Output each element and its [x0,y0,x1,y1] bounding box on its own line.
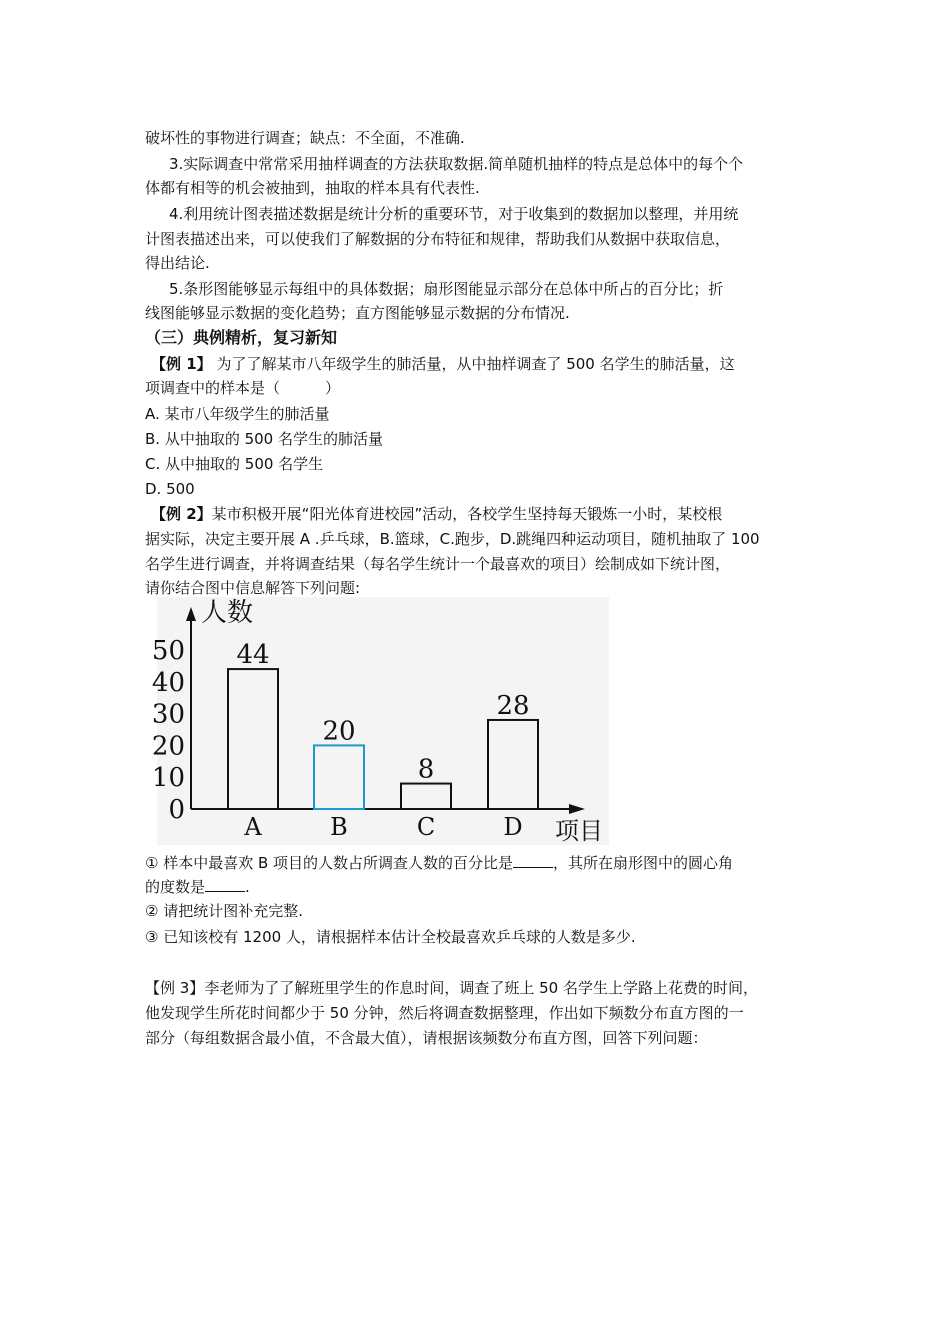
bar-value-label-b: 20 [322,716,356,747]
answer-blank-degrees[interactable] [205,877,245,892]
y-tick-label: 50 [151,636,185,666]
paragraph-line: 得出结论. [145,254,210,272]
x-axis-label: 项目 [555,817,603,845]
bar-value-label-c: 8 [417,754,435,785]
question1-text-b: ，其所在扇形图中的圆心角 [553,854,734,872]
answer-blank-percent[interactable] [513,853,553,868]
paragraph-line: 体都有相等的机会被抽到，抽取的样本具有代表性. [145,179,480,197]
example1-line2: 项调查中的样本是（ ） [145,379,341,397]
example2-line4: 请你结合图中信息解答下列问题: [145,579,361,597]
y-tick-label: 10 [151,763,185,794]
example3-text: 李老师为了了解班里学生的作息时间，调查了班上 50 名学生上学路上花费的时间， [204,979,758,997]
question1-text-a: ① 样本中最喜欢 B 项目的人数占所调查人数的百分比是 [145,854,514,872]
y-tick-label: 40 [151,667,185,698]
y-axis-arrow [186,607,196,621]
example2-question1-line1 [145,853,733,873]
example1-tag: 【例 1】 [151,355,212,373]
example3-line1 [145,978,758,998]
paragraph-line: 线图能够显示数据的变化趋势；直方图能够显示数据的分布情况. [145,304,570,322]
y-tick-label: 30 [151,699,185,730]
y-tick-label: 20 [151,731,185,762]
example2-question3: ③ 已知该校有 1200 人，请根据样本估计全校最喜欢乒乓球的人数是多少. [145,928,636,946]
example2-line2: 据实际，决定主要开展 A .乒乓球，B.篮球，C.跑步，D.跳绳四种运动项目，随机抽取了 100 [145,530,760,548]
x-tick-label: A [244,813,262,841]
example2-question1-line2 [145,877,250,897]
bar-d [488,720,538,809]
y-axis-label: 人数 [201,598,254,628]
bar-value-label-a: 44 [236,640,270,671]
example2-line1 [151,504,722,524]
paragraph-line: 5.条形图能够显示每组中的具体数据；扇形图能显示部分在总体中所占的百分比；折 [169,280,724,298]
question1-text-c: 的度数是 [145,878,206,896]
example3-line2: 他发现学生所花时间都少于 50 分钟，然后将调查数据整理，作出如下频数分布直方图的一 [145,1004,744,1022]
x-tick-label: D [503,813,523,841]
example2-question2: ② 请把统计图补充完整. [145,902,303,920]
bar-b [314,745,364,809]
example3-line3: 部分（每组数据含最小值，不含最大值），请根据该频数分布直方图，回答下列问题： [145,1029,708,1047]
section-heading: （三）典例精析，复习新知 [145,328,338,347]
bar-chart-svg [151,597,609,845]
example1-line1 [151,354,735,374]
example1-option-b: B. 从中抽取的 500 名学生的肺活量 [145,430,383,448]
x-tick-label: B [330,813,348,841]
y-tick-label: 0 [168,795,185,825]
paragraph-line: 破坏性的事物进行调查；缺点：不全面，不准确. [145,129,465,147]
bar-c [401,784,451,809]
x-tick-label: C [416,813,436,841]
example1-text: 为了了解某市八年级学生的肺活量，从中抽样调查了 500 名学生的肺活量，这 [211,355,735,373]
example1-option-d: D. 500 [145,480,195,498]
question1-text-d: . [245,878,250,896]
example2-tag: 【例 2】 [151,505,212,523]
example2-line3: 名学生进行调查，并将调查结果（每名学生统计一个最喜欢的项目）绘制成如下统计图， [145,555,731,573]
paragraph-line: 3.实际调查中常常采用抽样调查的方法获取数据.简单随机抽样的特点是总体中的每个个 [169,155,744,173]
x-axis-arrow [569,804,585,814]
bar-chart [151,597,609,845]
paragraph-line: 4.利用统计图表描述数据是统计分析的重要环节，对于收集到的数据加以整理，并用统 [169,205,739,223]
bar-value-label-d: 28 [496,690,530,721]
example3-tag: 【例 3】 [145,979,205,997]
example1-option-a: A. 某市八年级学生的肺活量 [145,405,330,423]
example1-option-c: C. 从中抽取的 500 名学生 [145,455,324,473]
bar-a [228,669,278,809]
paragraph-line: 计图表描述出来，可以使我们了解数据的分布特征和规律，帮助我们从数据中获取信息， [145,230,731,248]
example2-text: 某市积极开展“阳光体育进校园”活动，各校学生坚持每天锻炼一小时，某校根 [211,505,723,523]
